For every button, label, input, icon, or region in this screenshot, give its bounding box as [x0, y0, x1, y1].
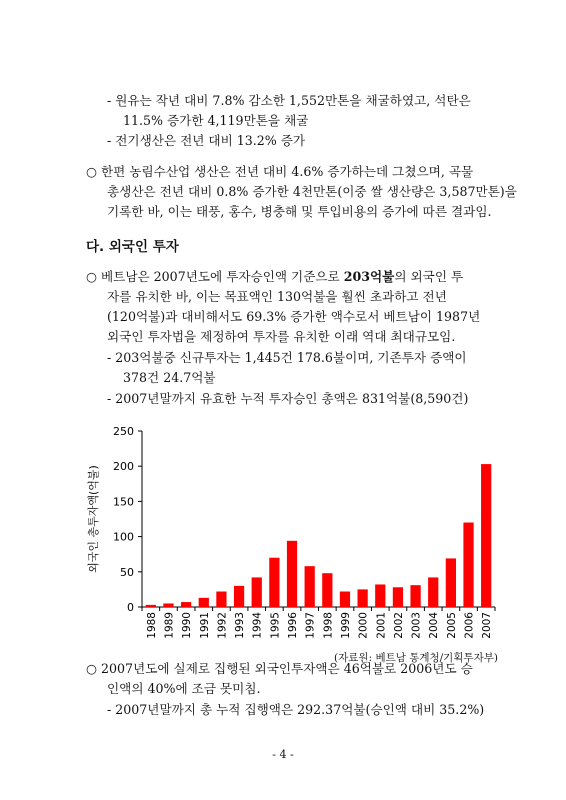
x-tick-label-2002: 2002	[392, 612, 405, 639]
y-axis-title: 외국인 총투자액(억불)	[87, 465, 100, 573]
bar-1990	[181, 602, 191, 607]
text-line: 378건 24.7억불	[123, 370, 216, 385]
bar-1988	[146, 605, 156, 607]
y-tick-label: 50	[120, 565, 134, 579]
source-note: (자료원: 베트남 통계청/기획투자부)	[334, 652, 498, 664]
bar-1992	[216, 592, 226, 607]
text-line: - 전기생산은 전년 대비 13.2% 증가	[107, 133, 306, 148]
text-line: 총생산은 전년 대비 0.8% 증가한 4천만톤(이중 쌀 생산량은 3,587만톤)을	[107, 184, 517, 199]
text-segment: ○ 베트남은 2007년도에 투자승인액 기준으로	[86, 269, 344, 284]
y-tick-label: 250	[113, 425, 134, 438]
text-line: - 원유는 작년 대비 7.8% 감소한 1,552만톤을 채굴하였고, 석탄은	[107, 93, 471, 108]
bar-1999	[340, 592, 350, 607]
y-tick-label: 100	[113, 530, 134, 544]
bar-1998	[322, 573, 332, 607]
x-tick-label-1997: 1997	[304, 612, 317, 639]
text-segment: 의 외국인 투	[394, 269, 464, 284]
x-tick-label-1990: 1990	[181, 612, 194, 639]
x-tick-label-2004: 2004	[428, 612, 441, 639]
x-tick-label-1999: 1999	[339, 612, 352, 639]
text-line: 11.5% 증가한 4,119만톤을 채굴	[123, 113, 309, 128]
x-tick-label-1989: 1989	[163, 612, 176, 639]
bar-1994	[252, 577, 262, 607]
bar-1997	[305, 566, 315, 607]
section-heading: 다. 외국인 투자	[86, 239, 179, 255]
x-tick-label-2005: 2005	[445, 612, 458, 639]
text-line: - 2007년말까지 총 누적 집행액은 292.37억불(승인액 대비 35.2%)	[107, 702, 485, 717]
bar-1989	[163, 603, 173, 607]
x-tick-label-2001: 2001	[375, 612, 388, 639]
bar-2007	[481, 464, 491, 607]
bar-1995	[269, 558, 279, 607]
highlight-amount: 203억불	[343, 269, 395, 284]
text-line: - 203억불중 신규투자는 1,445건 178.6불이며, 기존투자 증액이	[107, 350, 467, 365]
bar-2005	[446, 558, 456, 607]
x-tick-label-2000: 2000	[357, 612, 370, 639]
x-tick-label-1991: 1991	[198, 612, 211, 639]
text-line	[86, 269, 463, 285]
bar-2001	[375, 584, 385, 607]
bar-1993	[234, 586, 244, 607]
bar-2003	[410, 585, 420, 607]
text-line: (120억불)과 대비해서도 69.3% 증가한 액수로서 베트남이 1987년	[107, 309, 481, 324]
bar-2000	[358, 589, 368, 607]
y-tick-label: 150	[113, 495, 134, 509]
x-tick-label-2007: 2007	[481, 612, 494, 639]
text-line: 기록한 바, 이는 태풍, 홍수, 병충해 및 투입비용의 증가에 따른 결과임.	[107, 204, 492, 219]
bar-1996	[287, 541, 297, 607]
x-tick-label-1988: 1988	[145, 612, 158, 639]
text-line: 외국인 투자법을 제정하여 투자를 유치한 이래 역대 최대규모임.	[107, 329, 456, 344]
x-tick-label-1996: 1996	[287, 612, 300, 639]
x-tick-label-2006: 2006	[463, 612, 476, 639]
y-tick-label: 200	[113, 460, 134, 474]
text-line: ○ 한편 농림수산업 생산은 전년 대비 4.6% 증가하는데 그쳤으며, 곡물	[86, 164, 474, 179]
x-tick-label-1994: 1994	[251, 612, 264, 639]
x-tick-label-1998: 1998	[322, 612, 335, 639]
text-line: - 2007년말까지 유효한 누적 투자승인 총액은 831억불(8,590건)	[107, 391, 469, 406]
bar-2006	[463, 523, 473, 607]
bar-1991	[199, 598, 209, 607]
bar-2002	[393, 587, 403, 607]
fdi-bar-chart	[0, 420, 566, 650]
y-tick-label: 0	[127, 601, 134, 614]
x-tick-label-2003: 2003	[410, 612, 423, 639]
page-number: - 4 -	[272, 748, 294, 761]
x-tick-label-1995: 1995	[269, 612, 282, 639]
text-line: ○ 2007년도에 실제로 집행된 외국인투자액은 46억불로 2006년도 승	[86, 661, 473, 676]
x-tick-label-1993: 1993	[234, 612, 247, 639]
x-tick-label-1992: 1992	[216, 612, 229, 639]
text-line: 자를 유치한 바, 이는 목표액인 130억불을 훨씬 초과하고 전년	[107, 289, 447, 304]
bar-2004	[428, 577, 438, 607]
text-line: 인액의 40%에 조금 못미침.	[107, 681, 261, 696]
